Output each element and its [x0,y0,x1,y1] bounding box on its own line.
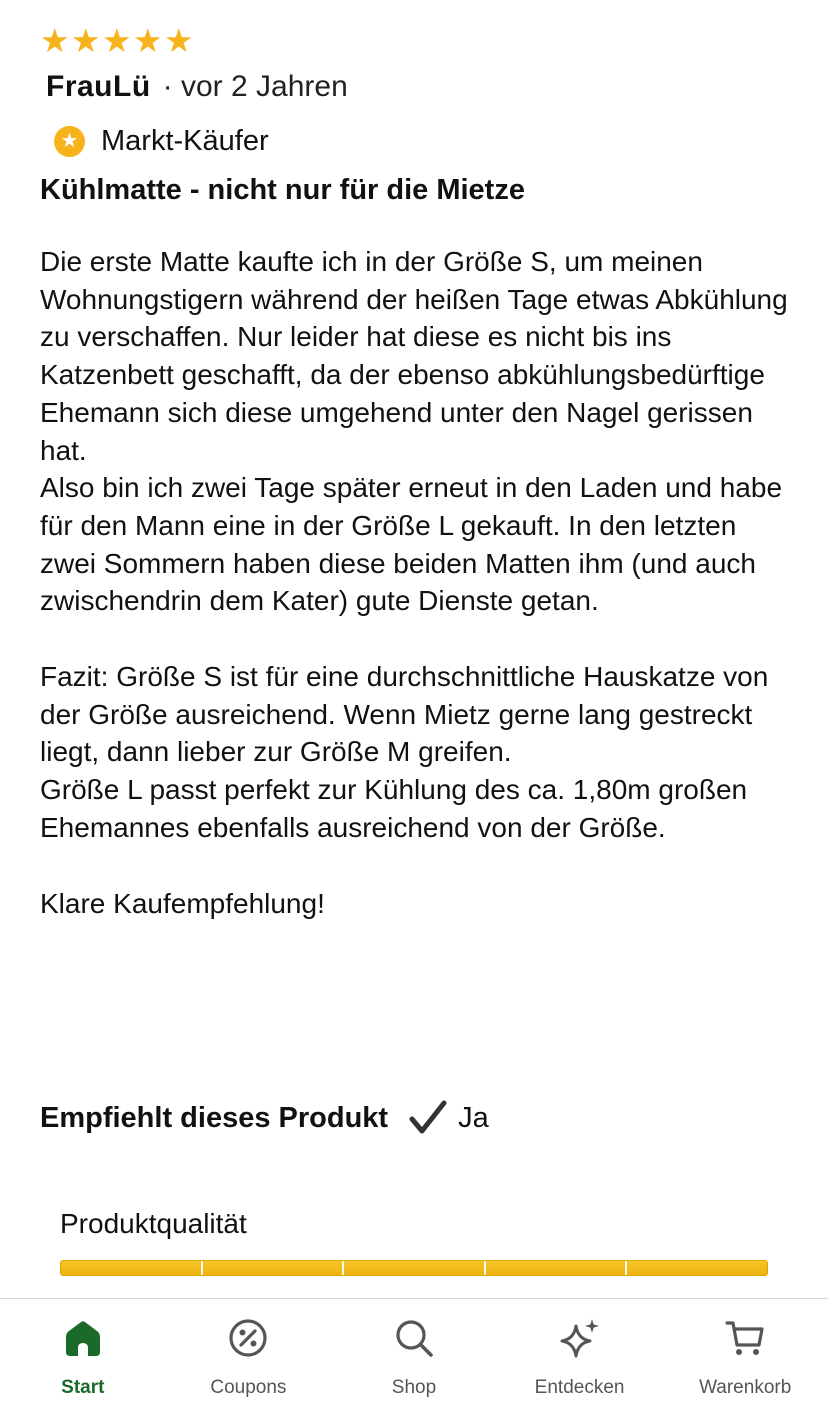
star-circle-icon: ★ [54,126,85,157]
bottom-navigation [0,1298,828,1412]
buyer-badge [54,125,269,158]
badge-label: Markt-Käufer [101,125,269,157]
quality-rating-bar [60,1260,768,1276]
star-icon: ★ [102,22,132,59]
nav-item-coupons[interactable] [166,1299,332,1412]
star-icon: ★ [40,22,70,59]
rating-stars [40,22,194,59]
quality-bar-divider [342,1261,344,1275]
coupon-percent-icon [227,1317,269,1359]
nav-item-entdecken[interactable] [497,1299,663,1412]
home-icon [62,1317,104,1359]
nav-label: Entdecken [534,1377,625,1398]
recommend-value: Ja [458,1101,489,1134]
review-title: Kühlmatte - nicht nur für die Mietze [40,174,525,206]
review-paragraph: Fazit: Größe S ist für eine durchschnittliche Hauskatze von der Größe ausreichend. Wenn Mietz gerne lang gestreckt liegt, dann lieber zur Größe M greifen. Größe L passt perfekt zur Kühlung des ca. 1,80m großen Ehemannes ebenfalls ausreichend von der Größe. [40,661,769,843]
nav-label: Coupons [210,1377,287,1398]
nav-item-warenkorb[interactable] [662,1299,828,1412]
quality-bar-divider [484,1261,486,1275]
checkmark-icon [408,1098,448,1138]
review-meta [46,70,348,104]
quality-label: Produktqualität [60,1208,247,1239]
nav-label: Start [61,1377,105,1398]
review-paragraph: Die erste Matte kaufte ich in der Größe S, um meinen Wohnungstigern während der heißen Tage etwas Abkühlung zu verschaffen. Nur leider hat diese es nicht bis ins Katzenbett geschafft, da der ebenso abkühlungsbedürftige Ehemann sich diese umgehend unter den Nagel gerissen hat. Also bin ich zwei Tage später erneut in den Laden und habe für den Mann eine in der Größe L gekauft. In den letzten zwei Sommern haben diese beiden Matten ihm (und auch zwischendrin dem Kater) gute Dienste getan. [40,246,788,617]
star-icon: ★ [133,22,163,59]
author-name[interactable]: FrauLü [46,70,151,103]
nav-label: Shop [391,1377,437,1398]
nav-item-shop[interactable] [331,1299,497,1412]
star-icon: ★ [164,22,194,59]
nav-item-start[interactable] [0,1299,166,1412]
star-icon: ★ [71,22,101,59]
review-date: · vor 2 Jahren [162,70,348,103]
search-icon [393,1317,435,1359]
quality-bar-divider [625,1261,627,1275]
quality-bar-fill [61,1261,767,1275]
cart-icon [724,1317,766,1359]
sparkle-icon [559,1317,601,1359]
review-paragraph: Klare Kaufempfehlung! [40,887,325,919]
recommend-label: Empfiehlt dieses Produkt [40,1101,389,1134]
review-body [40,243,800,922]
quality-bar-divider [201,1261,203,1275]
recommend-row [40,1098,489,1138]
nav-label: Warenkorb [699,1377,792,1398]
